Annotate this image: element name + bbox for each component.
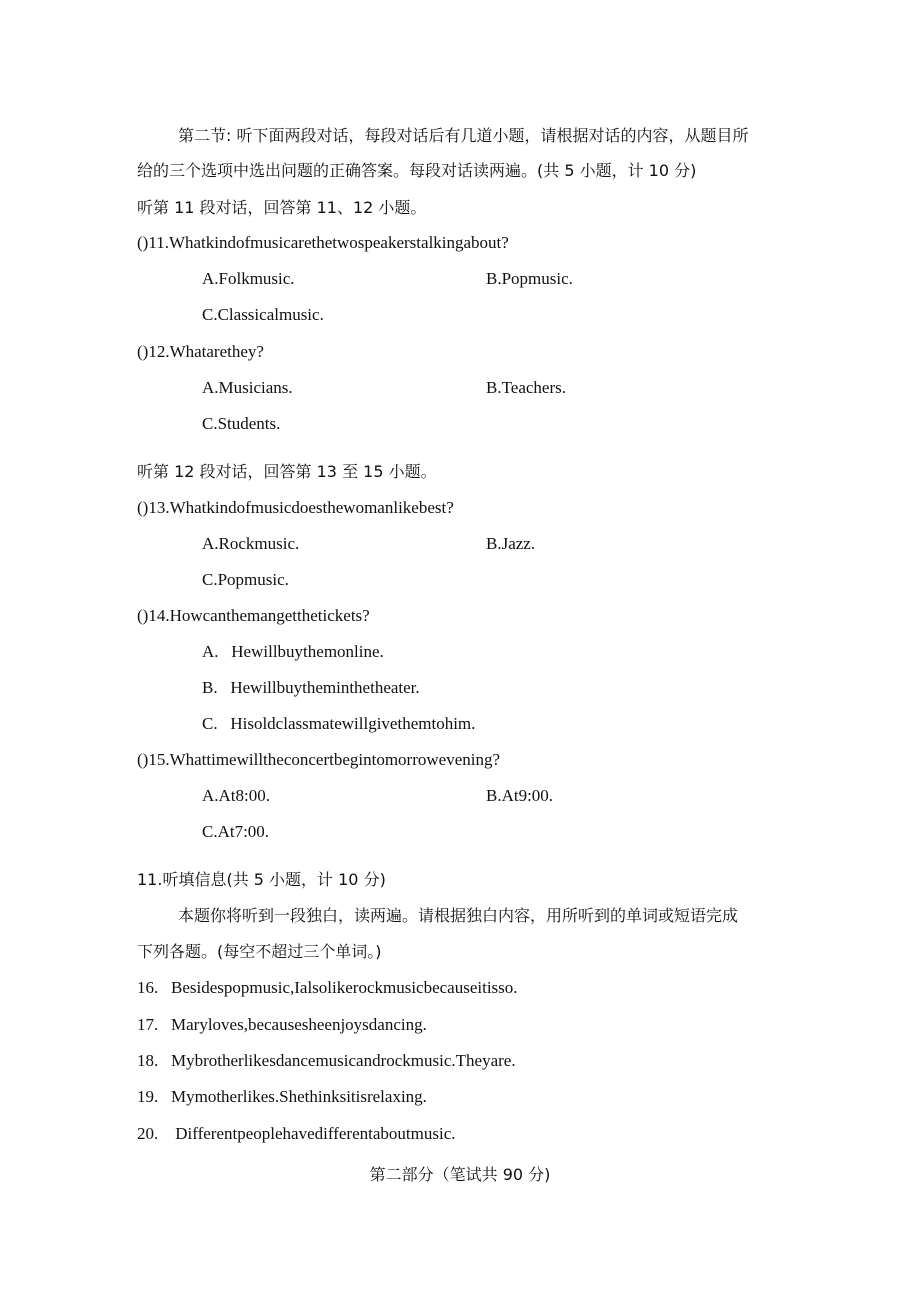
section2-intro-line2: 给的三个选项中选出问题的正确答案。每段对话读两遍。(共 5 小题，计 10 分): [137, 161, 697, 180]
q11-option-b: B.Popmusic.: [486, 269, 573, 288]
fill-item-18: 18. Mybrotherlikesdancemusicandrockmusic.Theyare.: [137, 1051, 516, 1070]
q12-option-b: B.Teachers.: [486, 378, 566, 397]
question-12: ()12.Whatarethey?: [137, 342, 264, 361]
fill-item-16: 16. Besidespopmusic,Ialsolikerockmusicbecauseitisso.: [137, 978, 518, 997]
part11-intro-line2: 下列各题。(每空不超过三个单词。): [137, 942, 382, 961]
question-13: ()13.Whatkindofmusicdoesthewomanlikebest?: [137, 498, 454, 517]
part11-intro-line1: 本题你将听到一段独白，读两遍。请根据独白内容，用所听到的单词或短语完成: [178, 906, 739, 925]
fill-item-17: 17. Maryloves,becausesheenjoysdancing.: [137, 1015, 427, 1034]
fill-item-19: 19. Mymotherlikes.Shethinksitisrelaxing.: [137, 1087, 427, 1106]
q14-option-a: A. Hewillbuythemonline.: [202, 642, 384, 661]
q11-option-a: A.Folkmusic.: [202, 269, 295, 288]
question-11: ()11.Whatkindofmusicarethetwospeakerstalkingabout?: [137, 233, 509, 252]
q12-option-c: C.Students.: [202, 414, 281, 433]
part11-heading: 11.听填信息(共 5 小题，计 10 分): [137, 870, 386, 889]
fill-item-20: 20. Differentpeoplehavedifferentaboutmusic.: [137, 1124, 456, 1143]
q14-option-b: B. Hewillbuytheminthetheater.: [202, 678, 420, 697]
question-15: ()15.Whattimewilltheconcertbegintomorrowevening?: [137, 750, 501, 769]
q13-option-b: B.Jazz.: [486, 534, 536, 553]
part2-heading: 第二部分（笔试共 90 分): [369, 1165, 551, 1184]
section2-intro-line1: 第二节: 听下面两段对话，每段对话后有几道小题，请根据对话的内容，从题目所: [178, 126, 749, 145]
q13-option-a: A.Rockmusic.: [202, 534, 300, 553]
q12-option-a: A.Musicians.: [202, 378, 293, 397]
q15-option-a: A.At8:00.: [202, 786, 270, 805]
q14-option-c: C. Hisoldclassmatewillgivethemtohim.: [202, 714, 476, 733]
question-14: ()14.Howcanthemangetthetickets?: [137, 606, 370, 625]
q13-option-c: C.Popmusic.: [202, 570, 289, 589]
q15-option-b: B.At9:00.: [486, 786, 554, 805]
dialogue2-heading: 听第 12 段对话，回答第 13 至 15 小题。: [137, 462, 437, 481]
dialogue1-heading: 听第 11 段对话，回答第 11、12 小题。: [137, 198, 427, 217]
q11-option-c: C.Classicalmusic.: [202, 305, 324, 324]
q15-option-c: C.At7:00.: [202, 822, 270, 841]
